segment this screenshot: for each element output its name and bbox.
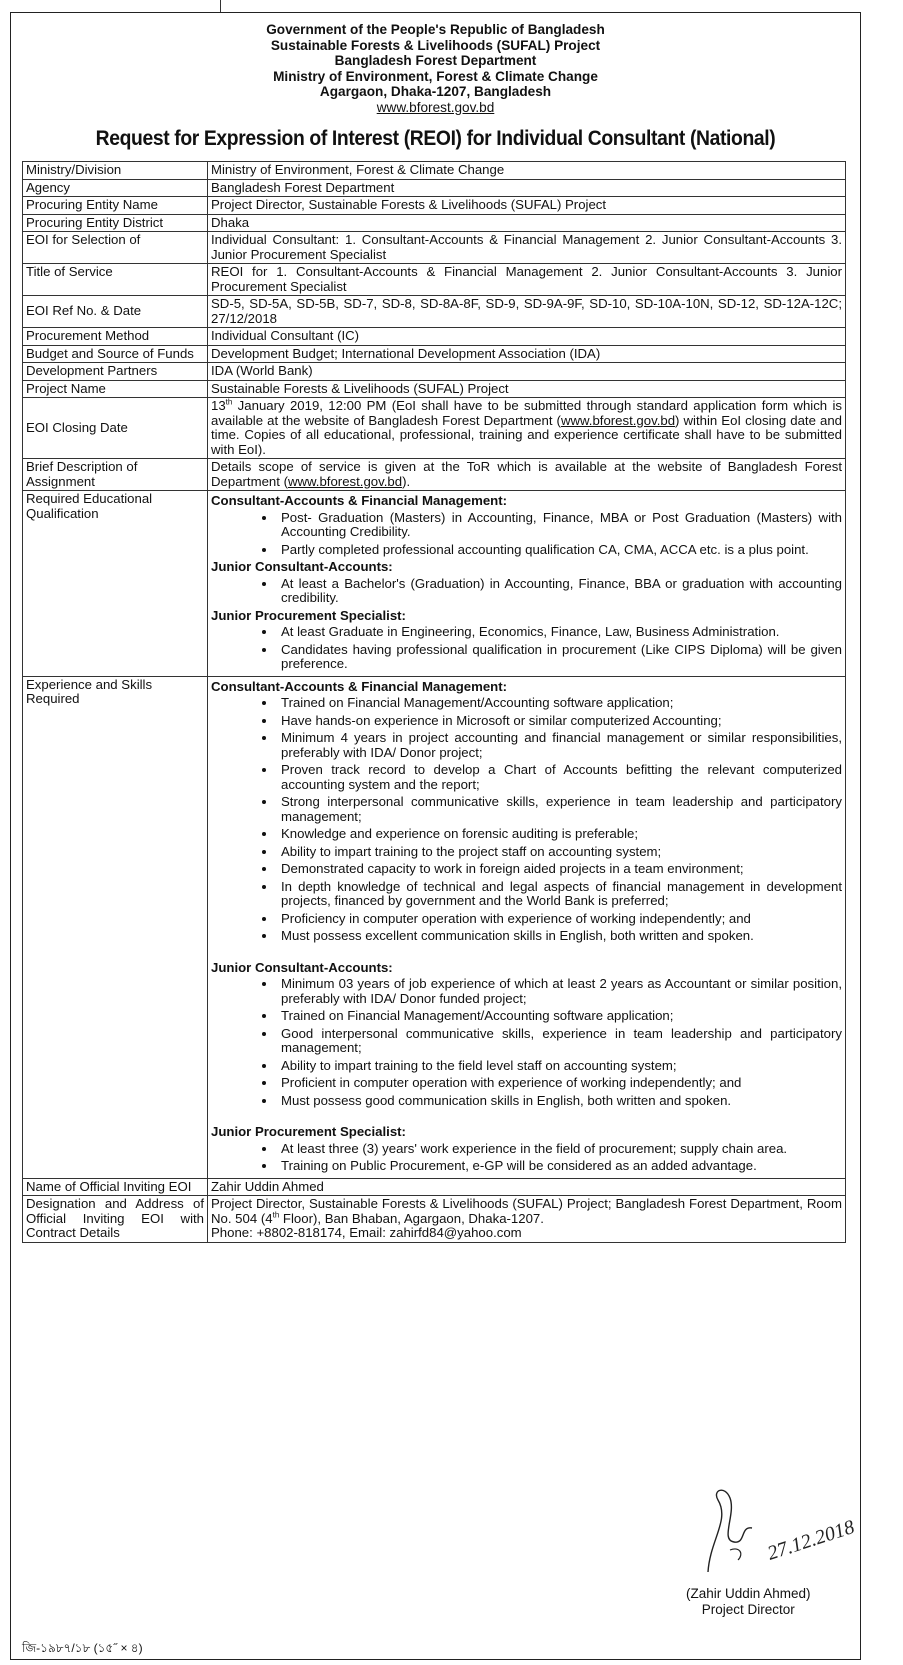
list-item: • Minimum 03 years of job experience of which at least 2 years as Accountant or similar position, preferably with IDA/ Donor funded project; [277, 977, 842, 1006]
signatory-name: (Zahir Uddin Ahmed) [686, 1586, 811, 1601]
row-label: Development Partners [23, 363, 208, 381]
table-row [23, 398, 846, 459]
row-value: Zahir Uddin Ahmed [208, 1178, 846, 1196]
brief-value [208, 459, 846, 491]
row-label: Name of Official Inviting EOI [23, 1178, 208, 1196]
list-item: • Candidates having professional qualification in procurement (Like CIPS Diploma) will be given preference. [277, 643, 842, 672]
list-item: • Minimum 4 years in project accounting and financial management or similar responsibilities, preferably with IDA/ Donor project; [277, 731, 842, 760]
row-value: Development Budget; International Development Association (IDA) [208, 345, 846, 363]
row-value: IDA (World Bank) [208, 363, 846, 381]
print-code: জি-১৯৮৭/১৮ (১৫˝ × ৪) [22, 1641, 143, 1655]
signatory-block [686, 1586, 811, 1618]
list-item: • Proficient in computer operation with experience of working independently; and [277, 1076, 842, 1091]
row-label: Procuring Entity Name [23, 197, 208, 215]
bullet-list [211, 696, 842, 944]
list-item: • Must possess good communication skills in English, both written and spoken. [277, 1094, 842, 1109]
row-value: Individual Consultant (IC) [208, 328, 846, 346]
row-label: Designation and Address of Official Inviting EOI with Contract Details [23, 1196, 208, 1243]
list-item: • Post- Graduation (Masters) in Accounting, Finance, MBA or Post Graduation (Masters) with Accounting Credibility. [277, 511, 842, 540]
education-value [208, 491, 846, 677]
list-item: • Proven track record to develop a Chart of Accounts befitting the relevant computerized accounting system and the report; [277, 763, 842, 792]
row-label: EOI for Selection of [23, 232, 208, 264]
bullet-list [211, 625, 842, 672]
row-value: Individual Consultant: 1. Consultant-Accounts & Financial Management 2. Junior Consultant-Accounts 3. Junior Procurement Specialist [208, 232, 846, 264]
list-item: • Partly completed professional accounting qualification CA, CMA, ACCA etc. is a plus point. [277, 543, 842, 558]
list-item: • Training on Public Procurement, e-GP will be considered as an added advantage. [277, 1159, 842, 1174]
handwritten-signature [700, 1480, 860, 1580]
table-row [23, 162, 846, 180]
header-department: Bangladesh Forest Department [334, 53, 537, 68]
section-spacer [211, 947, 842, 959]
list-item: • Trained on Financial Management/Accounting software application; [277, 1009, 842, 1024]
bullet-list [211, 1142, 842, 1174]
table-row [23, 232, 846, 264]
table-row [23, 179, 846, 197]
row-label: Procurement Method [23, 328, 208, 346]
designation-text-end: Floor), Ban Bhaban, Agargaon, Dhaka-1207. [279, 1210, 544, 1226]
closing-date-value [208, 398, 846, 459]
list-item: • At least three (3) years' work experience in the field of procurement; supply chain area. [277, 1142, 842, 1157]
bullet-list [211, 577, 842, 606]
row-label: Budget and Source of Funds [23, 345, 208, 363]
table-row [23, 1178, 846, 1196]
row-label: Brief Description of Assignment [23, 459, 208, 491]
designation-value [208, 1196, 846, 1243]
section-heading: Consultant-Accounts & Financial Management: [211, 493, 508, 508]
row-label: Ministry/Division [23, 162, 208, 180]
list-item: • Must possess excellent communication skills in English, both written and spoken. [277, 929, 842, 944]
bullet-list [211, 977, 842, 1108]
section-spacer [211, 1111, 842, 1123]
list-item: • In depth knowledge of technical and legal aspects of financial management in development projects, financed by government and the World Bank is preferred; [277, 880, 842, 909]
row-label: EOI Closing Date [23, 398, 208, 459]
list-item: • Demonstrated capacity to work in foreign aided projects in a team environment; [277, 862, 842, 877]
table-row [23, 1196, 846, 1243]
row-label: Procuring Entity District [23, 214, 208, 232]
list-item: • Have hands-on experience in Microsoft or similar computerized Accounting; [277, 714, 842, 729]
row-value: REOI for 1. Consultant-Accounts & Financial Management 2. Junior Consultant-Accounts 3. Junior Procurement Specialist [208, 264, 846, 296]
table-row [23, 345, 846, 363]
page-title: Request for Expression of Interest (REOI) for Individual Consultant (National) [95, 127, 776, 150]
header-block [10, 22, 861, 115]
floor-suffix: th [272, 1210, 280, 1220]
section-heading: Junior Consultant-Accounts: [211, 959, 393, 975]
row-value: Sustainable Forests & Livelihoods (SUFAL) Project [208, 380, 846, 398]
list-item: • Ability to impart training to the project staff on accounting system; [277, 845, 842, 860]
row-value: SD-5, SD-5A, SD-5B, SD-7, SD-8, SD-8A-8F, SD-9, SD-9A-9F, SD-10, SD-10A-10N, SD-12, SD-12A-12C; 27/12/2018 [208, 296, 846, 328]
bullet-list [211, 511, 842, 558]
section-heading: Junior Procurement Specialist: [211, 607, 406, 623]
row-label: EOI Ref No. & Date [23, 296, 208, 328]
row-label: Experience and Skills Required [23, 676, 208, 1178]
table-row [23, 296, 846, 328]
closing-day-suffix: th [225, 397, 233, 407]
table-row [23, 363, 846, 381]
header-ministry: Ministry of Environment, Forest & Climate Change [273, 68, 598, 84]
list-item: • Good interpersonal communicative skills, experience in team leadership and participatory management; [277, 1027, 842, 1056]
header-project: Sustainable Forests & Livelihoods (SUFAL) Project [270, 37, 601, 53]
closing-website-link[interactable]: www.bforest.gov.bd [560, 412, 676, 428]
header-address: Agargaon, Dhaka-1207, Bangladesh [319, 84, 552, 99]
row-label: Project Name [23, 380, 208, 398]
table-row [23, 328, 846, 346]
list-item: • Ability to impart training to the field level staff on accounting system; [277, 1059, 842, 1074]
row-label: Title of Service [23, 264, 208, 296]
signatory-title: Project Director [701, 1602, 795, 1617]
table-row [23, 459, 846, 491]
table-row [23, 491, 846, 677]
section-heading: Consultant-Accounts & Financial Management: [211, 678, 508, 694]
row-value: Project Director, Sustainable Forests & Livelihoods (SUFAL) Project [208, 197, 846, 215]
experience-value [208, 676, 846, 1178]
list-item: • Knowledge and experience on forensic auditing is preferable; [277, 827, 842, 842]
closing-text: January 2019, 12:00 PM (EoI shall have to be submitted through standard application form which is available at the website of Bangladesh Forest Department ( [211, 398, 842, 428]
floor-number: 4 [265, 1210, 273, 1226]
row-value: Dhaka [208, 214, 846, 232]
top-clipping-line [220, 0, 221, 12]
list-item: • Strong interpersonal communicative skills, experience in team leadership and participatory management; [277, 795, 842, 824]
header-website-link[interactable]: www.bforest.gov.bd [376, 99, 495, 115]
list-item: • At least Graduate in Engineering, Economics, Finance, Law, Business Administration. [277, 625, 842, 640]
brief-website-link[interactable]: www.bforest.gov.bd [287, 473, 403, 489]
signature-date: 27.12.2018 [764, 1516, 858, 1565]
eoi-table [22, 161, 846, 1243]
list-item: • Proficiency in computer operation with experience of working independently; and [277, 912, 842, 927]
table-row [23, 264, 846, 296]
brief-text: Details scope of service is given at the ToR which is available at the website of Bangladesh Forest Department ( [211, 459, 842, 489]
list-item: • Trained on Financial Management/Accounting software application; [277, 696, 842, 711]
table-row [23, 380, 846, 398]
section-heading: Junior Procurement Specialist: [211, 1124, 406, 1139]
closing-text-end: ) within EoI closing date and time. Copies of all educational, professional, training and experience certificate shall have to be submitted with EoI). [211, 412, 842, 457]
section-heading: Junior Consultant-Accounts: [211, 559, 393, 574]
designation-text: Project Director, Sustainable Forests & Livelihoods (SUFAL) Project; Bangladesh Forest Department, Room No. 504 ( [211, 1196, 842, 1226]
row-label: Required Educational Qualification [23, 491, 208, 677]
row-value: Bangladesh Forest Department [208, 179, 846, 197]
table-row [23, 676, 846, 1178]
header-government: Government of the People's Republic of Bangladesh [266, 22, 605, 37]
contact-phone-email: Phone: +8802-818174, Email: zahirfd84@yahoo.com [211, 1225, 522, 1240]
closing-day: 13 [211, 398, 226, 413]
table-row [23, 197, 846, 215]
row-label: Agency [23, 179, 208, 197]
list-item: • At least a Bachelor's (Graduation) in Accounting, Finance, BBA or graduation with accounting credibility. [277, 577, 842, 606]
row-value: Ministry of Environment, Forest & Climate Change [208, 162, 846, 180]
table-row [23, 214, 846, 232]
brief-text-end: ). [402, 473, 411, 489]
